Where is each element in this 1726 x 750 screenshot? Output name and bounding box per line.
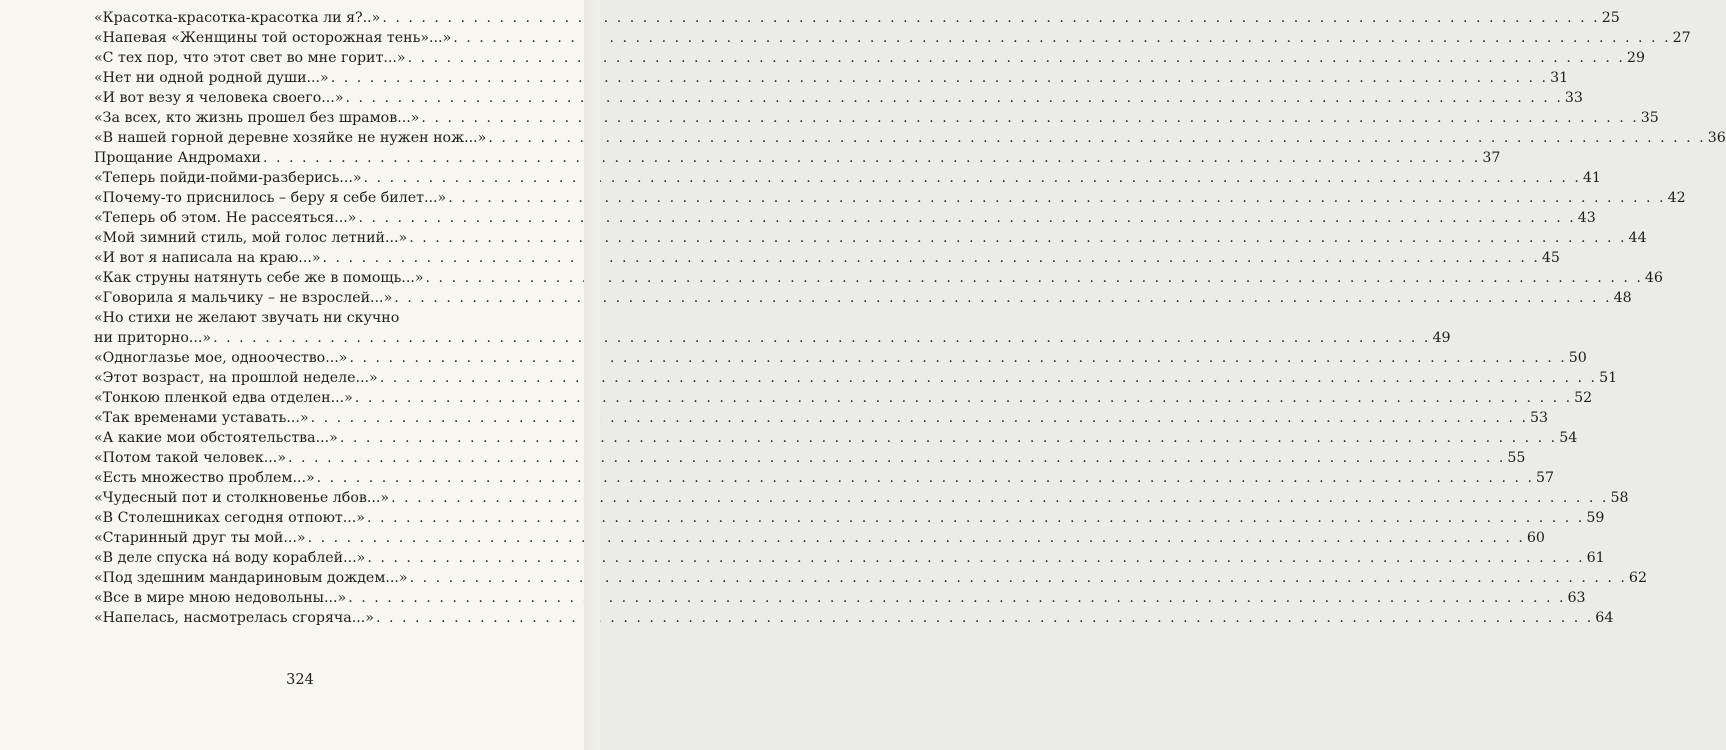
toc-entry-title: «Напевая «Женщины той осторожная тень»...» — [94, 30, 452, 46]
toc-entry-title: «В нашей горной деревне хозяйке не нужен нож...» — [94, 130, 487, 146]
toc-entry — [94, 448, 1526, 468]
toc-entry-title: «Под здешним мандариновым дождем...» — [94, 570, 408, 586]
toc-entry — [94, 588, 1586, 608]
toc-entry — [94, 268, 1663, 288]
toc-entry-page: 62 — [1628, 570, 1647, 586]
toc-entry-title: «И вот я написала на краю...» — [94, 250, 321, 266]
toc-entry-page: 50 — [1568, 350, 1587, 366]
toc-entry-title: «Теперь об этом. Не рассеяться...» — [94, 210, 357, 226]
toc-entry — [94, 228, 1647, 248]
toc-entry-page: 52 — [1574, 390, 1593, 406]
toc-entry-title: «С тех пор, что этот свет во мне горит...» — [94, 50, 406, 66]
toc-entry-page: 41 — [1582, 170, 1601, 186]
dot-leader — [309, 408, 1528, 428]
toc-entry-title: «Есть множество проблем...» — [94, 470, 315, 486]
toc-entry-page: 36 — [1707, 130, 1726, 146]
toc-entry — [94, 248, 1560, 268]
toc-entry — [94, 488, 1629, 508]
dot-leader — [451, 28, 1670, 48]
toc-entry — [94, 88, 1583, 108]
toc-entry — [94, 108, 1659, 128]
dot-leader — [286, 448, 1505, 468]
toc-entry-title: «Этот возраст, на прошлой неделе...» — [94, 370, 378, 386]
toc-entry-page: 63 — [1567, 590, 1586, 606]
toc-entry — [94, 568, 1647, 588]
toc-entry-page: 48 — [1613, 290, 1632, 306]
dot-leader — [419, 108, 1638, 128]
toc-entry-page: 58 — [1610, 490, 1629, 506]
dot-leader — [365, 548, 1584, 568]
toc-entry-page: 42 — [1667, 190, 1686, 206]
dot-leader — [486, 128, 1705, 148]
toc-entry — [94, 288, 1632, 308]
toc-entry — [94, 348, 1587, 368]
toc-entry — [94, 468, 1555, 488]
toc-entry-page: 46 — [1644, 270, 1663, 286]
dot-leader — [347, 348, 1566, 368]
toc-entry-page: 25 — [1601, 10, 1620, 26]
dot-leader — [306, 528, 1525, 548]
page-edge — [584, 0, 600, 750]
toc-entry-page: 60 — [1526, 530, 1545, 546]
toc-entry — [94, 388, 1593, 408]
dot-leader — [374, 608, 1593, 628]
toc-entry-title: «Все в мире мною недовольны...» — [94, 590, 347, 606]
toc-entry-page: 27 — [1672, 30, 1691, 46]
toc-entry — [94, 428, 1578, 448]
toc-entry-title: «Старинный друг ты мой...» — [94, 530, 306, 546]
toc-entry-page: 45 — [1541, 250, 1560, 266]
toc-entry — [94, 208, 1596, 228]
toc-entry — [94, 508, 1605, 528]
toc-entry-page: 44 — [1628, 230, 1647, 246]
dot-leader — [380, 8, 1599, 28]
toc-entry-title: «Тонкою пленкой едва отделен...» — [94, 390, 353, 406]
dot-leader — [356, 208, 1575, 228]
toc-entry-page: 51 — [1599, 370, 1618, 386]
dot-leader — [211, 328, 1430, 348]
toc-entry — [94, 68, 1569, 88]
toc-entry-title: «Нет ни одной родной души...» — [94, 70, 329, 86]
toc-entry-title: «Говорила я мальчику – не взрослей...» — [94, 290, 393, 306]
dot-leader — [321, 248, 1540, 268]
toc-entry — [94, 8, 1620, 28]
toc-entry-title: «За всех, кто жизнь прошел без шрамов...» — [94, 110, 420, 126]
toc-entry — [94, 548, 1605, 568]
toc-entry-title: «Мой зимний стиль, мой голос летний...» — [94, 230, 408, 246]
dot-leader — [389, 488, 1608, 508]
toc-entry-title: «Так временами уставать...» — [94, 410, 309, 426]
toc-entry-title: «А какие мои обстоятельства...» — [94, 430, 338, 446]
toc-entry-title: «Напелась, насмотрелась сгоряча...» — [94, 610, 374, 626]
toc-entry-page: 37 — [1482, 150, 1501, 166]
dot-leader — [392, 288, 1611, 308]
dot-leader — [365, 508, 1584, 528]
toc-entry-page: 49 — [1432, 330, 1451, 346]
dot-leader — [338, 428, 1557, 448]
toc-entry — [94, 408, 1549, 428]
dot-leader — [378, 368, 1597, 388]
toc-entry-title: Прощание Андромахи — [94, 150, 261, 166]
toc-entry-title: «Но стихи не желают звучать ни скучно — [94, 310, 400, 326]
toc-entry — [94, 48, 1645, 68]
toc-entry-title: «Как струны натянуть себе же в помощь...» — [94, 270, 424, 286]
toc-entry — [94, 528, 1545, 548]
page-number: 324 — [286, 672, 314, 688]
toc-entry — [94, 188, 1686, 208]
toc-entry-page: 31 — [1550, 70, 1569, 86]
toc-entry-title: «Одноглазье мое, одноочество...» — [94, 350, 348, 366]
toc-entry-page: 54 — [1559, 430, 1578, 446]
toc-entry-page: 61 — [1586, 550, 1605, 566]
dot-leader — [344, 88, 1563, 108]
toc-entry-page: 35 — [1640, 110, 1659, 126]
dot-leader — [362, 168, 1581, 188]
toc-entry-title: «В Столешниках сегодня отпоют...» — [94, 510, 365, 526]
toc-entry — [94, 308, 1451, 348]
dot-leader — [424, 268, 1643, 288]
toc-entry — [94, 28, 1691, 48]
toc-entry-page: 64 — [1595, 610, 1614, 626]
toc-entry-title: «И вот везу я человека своего...» — [94, 90, 344, 106]
dot-leader — [346, 588, 1565, 608]
table-of-contents — [94, 8, 1726, 628]
toc-entry-page: 29 — [1626, 50, 1645, 66]
dot-leader — [261, 148, 1480, 168]
toc-entry-page: 53 — [1529, 410, 1549, 426]
toc-entry-title: «Почему-то приснилось – беру я себе билет...» — [94, 190, 447, 206]
toc-entry-page: 43 — [1577, 210, 1596, 226]
toc-entry-page: 55 — [1507, 450, 1526, 466]
toc-entry — [94, 168, 1601, 188]
toc-entry-title: «Теперь пойди-пойми-разберись...» — [94, 170, 362, 186]
toc-entry-page: 57 — [1536, 470, 1555, 486]
toc-entry-page: 33 — [1564, 90, 1583, 106]
dot-leader — [315, 468, 1534, 488]
toc-entry-page: 59 — [1586, 510, 1605, 526]
toc-entry-title: «В деле спуска на́ воду кораблей...» — [94, 550, 366, 566]
dot-leader — [329, 68, 1548, 88]
toc-entry-title: «Потом такой человек...» — [94, 450, 287, 466]
toc-entry-title-continued: ни приторно...» — [94, 330, 212, 346]
dot-leader — [353, 388, 1572, 408]
toc-entry-title: «Чудесный пот и столкновенье лбов...» — [94, 490, 390, 506]
toc-entry — [94, 128, 1726, 148]
dot-leader — [446, 188, 1665, 208]
toc-entry — [94, 368, 1618, 388]
toc-entry-title: «Красотка-красотка-красотка ли я?..» — [94, 10, 381, 26]
toc-entry — [94, 148, 1501, 168]
toc-entry — [94, 608, 1614, 628]
